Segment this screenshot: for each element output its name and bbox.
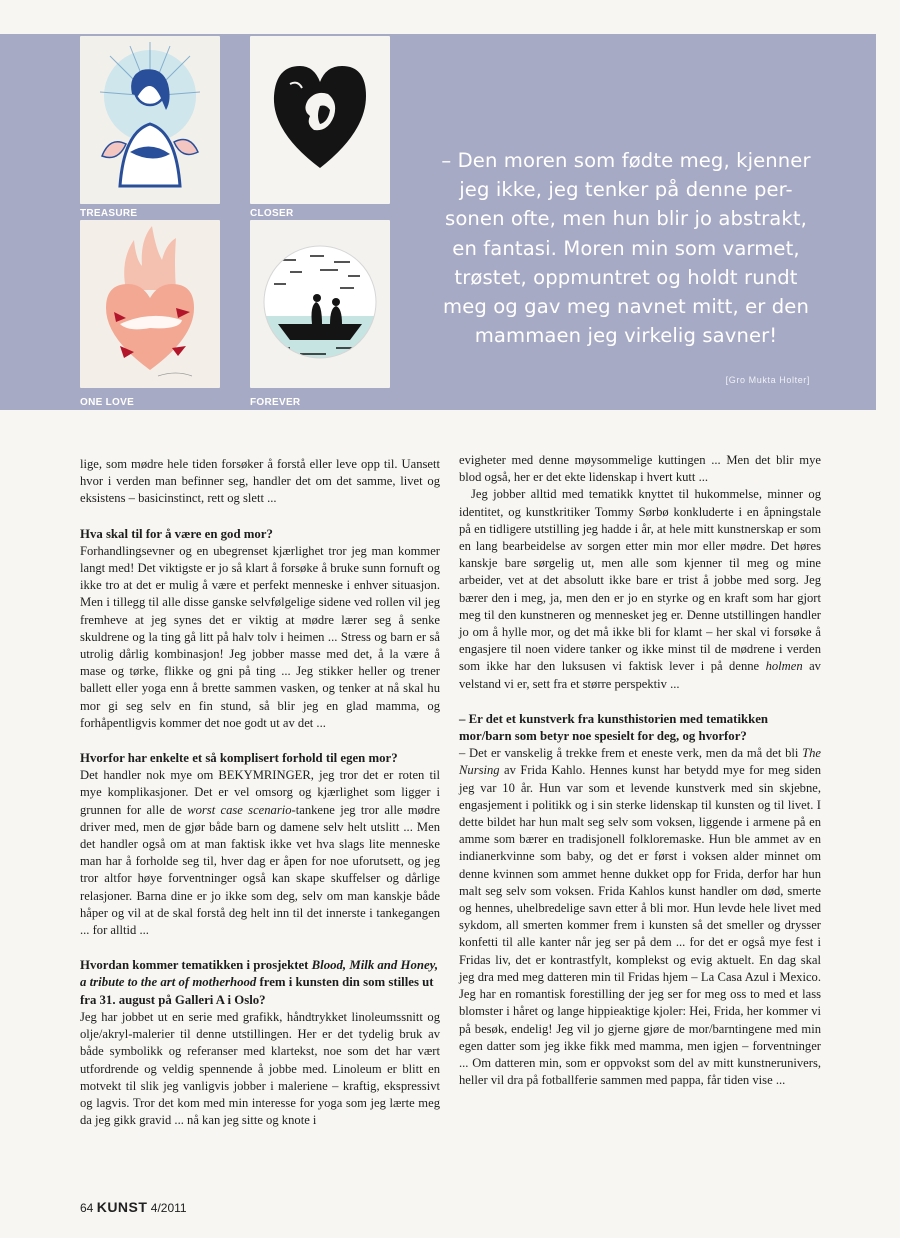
caption-forever: FOREVER xyxy=(250,397,301,408)
emphasis: The Nursing xyxy=(459,746,821,778)
text-span: Hvordan kommer tematikken i prosjektet xyxy=(80,958,312,973)
quote-line: trøstet, oppmuntret og holdt rundt xyxy=(454,265,798,289)
text-span: av Frida Kahlo. Hennes kunst har betydd mye for meg siden jeg var 10 år. Hun var som et levende kunstverk med sin skjebne, engasjement i politikk og i sin sterke lidenskap til kunsten og til livet. I dette bildet har hun malt seg selv som voksen, liggende i armene på en amme som bærer en tradisjonell folkloremaske. Hun ble ammet av en indianerkvinne som baby, og det er først i voksen alder minnet om denne kvinnen som ammet henne dukket opp for Frida, derfor har hun malt seg selv som voksen. Frida Kahlos kunst handler om død, smerte og hennes, uhelbredelige savn etter å bli mor. Hun levde hele livet med sykdom, all smerten kommer frem i kunsten så det smeller og drysser konfetti til alle kanter når jeg ser på dem ... for det er også mye fest i Fridas liv, det er kontrastfylt, komplekst og evig aktuelt. En dag skal jeg dra med meg datteren min til Fridas hjem – La Casa Azul i Mexico. Jeg har en romantisk forestilling der jeg ser for meg oss to med et lass blomster i håret og lange hippieaktige kjoler: Hei, Frida, her kommer vi på besøk, endelig! Jeg vil jo gjerne gjøre de mor/barntingene med min egen datter som jeg ikke fikk med mamma, men igjen – forventninger ... Om datteren min, som er oppvokst som del av mitt kunstnerunivers, heller vil dra på fotballferie sammen med pappa, får tiden vise ... xyxy=(459,763,821,1088)
text-span: av velstand vi er, sett fra et større perspektiv ... xyxy=(459,659,821,691)
issue-number: 4/2011 xyxy=(150,1201,187,1215)
boat-couple-icon xyxy=(250,220,390,388)
paragraph: lige, som mødre hele tiden forsøker å forstå eller leve opp til. Uansett hvor i verden man befinner seg, handler det om det samme, livet og eksistens – basicinstinct, rett og slett ... xyxy=(80,457,440,506)
pull-quote xyxy=(416,146,836,350)
quote-line: en fantasi. Moren min som varmet, xyxy=(452,236,800,260)
quote-line: mammaen jeg virkelig savner! xyxy=(474,324,778,348)
artwork-one-love xyxy=(80,220,220,388)
paragraph xyxy=(459,745,821,1089)
emphasis: holmen xyxy=(765,659,803,674)
caption-treasure: TREASURE xyxy=(80,208,138,219)
quote-line: sonen ofte, men hun blir jo abstrakt, xyxy=(445,207,807,231)
emphasis: Blood, Milk and Honey, a tribute to the art of motherhood xyxy=(80,958,439,990)
question-heading: – Er det et kunstverk fra kunsthistorien med tematikken mor/barn som betyr noe spesielt for deg, og hvorfor? xyxy=(459,711,769,744)
question-heading: Hvorfor har enkelte et så komplisert forhold til egen mor? xyxy=(80,751,398,766)
question-heading xyxy=(80,957,440,1009)
magazine-name: KUNST xyxy=(96,1199,148,1215)
text-span: frem i kunsten din som stilles ut fra 31. august på Galleri A i Oslo? xyxy=(80,975,434,1007)
paragraph: Forhandlingsevner og en ubegrenset kjærlighet tror jeg man kommer langt med! Det viktigste er jo så klart å forsøke å bruke sunn fornuft og ikke tro at det er mulig å være et perfekt menneske i enhver situasjon. Men i tillegg til alle disse ganske selvfølgelige sidene ved rollen vil jeg fremheve at jeg synes det er viktig at mødre lærer seg å senke skuldrene og la ting gå litt på halv tolv i heimen ... Stress og barn er så utrolig dårlig kombinasjon! Jeg jobber masse med det, å la være å mase og tørke, flikke og gni på ting ... Jeg stikker heller og trener ballett eller yoga enn å brette sammen vasken, og tenker at nå skal hu mor gi seg selv en fin stund, så blir jeg en glad mamma, og forhåpentligvis kommer det noe godt ut av det ... xyxy=(80,543,440,730)
quote-line: jeg ikke, jeg tenker på denne per- xyxy=(459,178,793,202)
paragraph xyxy=(80,767,440,939)
artwork-treasure xyxy=(80,36,220,204)
article-column-left xyxy=(80,456,440,1129)
text-span: Det handler nok mye om BEKYMRINGER, jeg tror det er roten til mye komplikasjoner. Det er vel omsorg og kjærlighet som ligger i grunnen for alle de xyxy=(80,768,440,817)
artwork-closer xyxy=(250,36,390,204)
text-span: – Det er vanskelig å trekke frem et eneste verk, men da må det bli xyxy=(459,746,803,761)
quote-line: – Den moren som fødte meg, kjenner xyxy=(441,149,811,172)
text-span: -tankene jeg tror alle mødre driver med, men de gjør både barn og damene selv helt utslitt ... Men det handler også om at man faktisk ikke vet hva slags lite menneske man har å forholde seg til, hver dag er åpen for noe uforutsett, og jeg tror altfor høye forventninger også kan skape skuffelser og dårlige relasjoner. Barna dine er jo ikke som deg, selv om man kanskje både håper og vil at de skal forstå deg helt inn til det innerste i tankegangen ... for alltid ... xyxy=(80,802,440,938)
text-span: Jeg jobber alltid med tematikk knyttet til hukommelse, minner og identitet, og kunstkritiker Tommy Sørbø konkluderte i en åpningstale på en tidligere utstilling jeg hadde i år, at hele mitt kunstnerskap er som en lang bearbeidelse av sorgen etter min mor eller mødre. Det høres kanskje bare sørgelig ut, men alle som kjenner til meg og mine arbeider, vet at det absolutt ikke bare er trist å jobbe med sorg. Jeg bærer den i meg, ja, men den er jo en styrke og en kraft som har gjort meg til den kunstneren og mennesket jeg er. Denne utstillingen handler jo om å hylle mor, og det må ikke bli for klamt – her skal vi forsøke å engasjere til noen videre tanker og ikke minst til de mødrene i verden som ikke har den luksusen vi faktisk lever i på denne xyxy=(459,487,821,674)
quote-line: meg og gav meg navnet mitt, er den xyxy=(443,295,809,319)
question-heading: Hva skal til for å være en god mor? xyxy=(80,526,273,541)
caption-closer: CLOSER xyxy=(250,208,294,219)
caption-one-love: ONE LOVE xyxy=(80,397,135,408)
page-number: 64 xyxy=(80,1201,94,1215)
flaming-heart-icon xyxy=(80,220,220,388)
quote-attribution: [Gro Mukta Holter] xyxy=(725,375,810,385)
quote-banner xyxy=(0,34,876,410)
woman-portrait-icon xyxy=(80,36,220,204)
emphasis: worst case scenario xyxy=(187,802,292,817)
page-footer xyxy=(80,1199,187,1215)
paragraph: evigheter med denne møysommelige kuttingen ... Men det blir mye blod også, her er det ekte lidenskap i hvert kutt ... xyxy=(459,453,821,485)
paragraph: Jeg har jobbet ut en serie med grafikk, håndtrykket linoleumssnitt og olje/akryl-malerier til denne utstillingen. Her er det tydelig bruk av både symbolikk og referanser med klartekst, noe som det har vært utfordrende og veldig spennende å jobbe med. Linoleum er blitt en motvekt til slik jeg vanligvis jobber i maleriene – kraftig, ekspressivt og lagvis. Tror det kom med min interesse for yoga som jeg lærte meg da jeg gikk gravid ... nå kan jeg sitte og knote i xyxy=(80,1009,440,1128)
heart-silhouette-icon xyxy=(250,36,390,204)
paragraph xyxy=(459,486,821,692)
artwork-forever xyxy=(250,220,390,388)
article-column-right xyxy=(459,452,821,1089)
